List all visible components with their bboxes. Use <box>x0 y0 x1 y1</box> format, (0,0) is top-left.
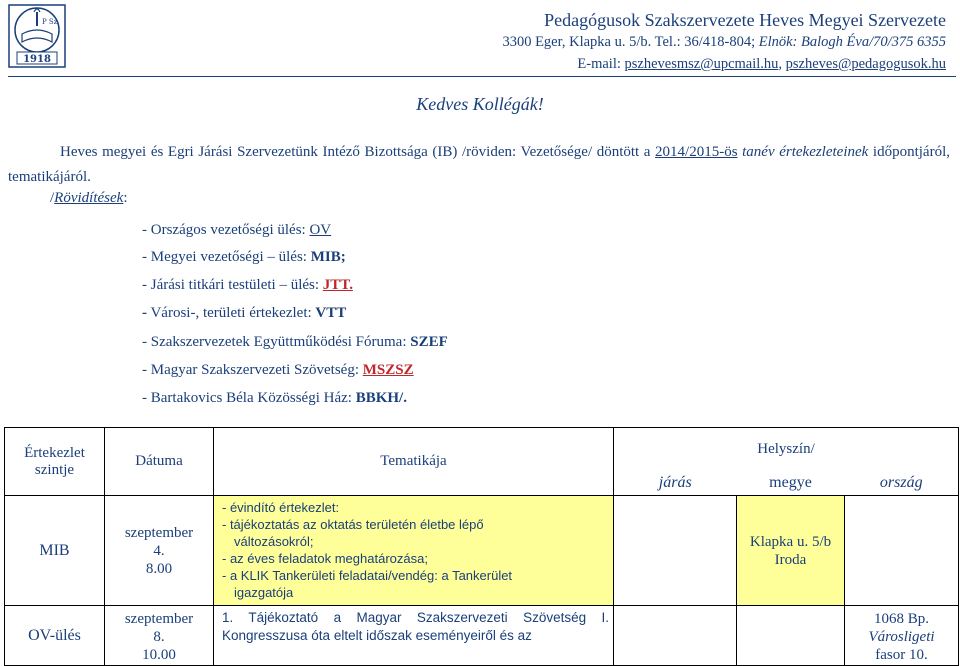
union-logo <box>8 4 66 68</box>
svg-text:1918: 1918 <box>23 54 51 65</box>
email-link-1[interactable]: pszhevesmsz@upcmail.hu <box>624 56 779 72</box>
row-level: MIB <box>5 496 105 606</box>
header-topic: Tematikája <box>214 428 614 496</box>
org-address: 3300 Eger, Klapka u. 5/b. Tel.: 36/418-804; Elnök: Balogh Éva/70/375 6355 <box>502 34 946 50</box>
header-divider <box>8 76 956 77</box>
abbr-ov: - Országos vezetőségi ülés: OV <box>142 222 332 238</box>
svg-text:P Sz: P Sz <box>42 18 58 26</box>
row-topic: 1. Tájékoztató a Magyar Szakszervezeti Szövetség I. Kongresszusa óta eltelt időszak eseményeiről és az <box>214 606 614 666</box>
greeting: Kedves Kollégák! <box>416 94 544 114</box>
abbr-mszsz: - Magyar Szakszervezeti Szövetség: MSZSZ <box>142 362 414 378</box>
abbr-vtt: - Városi-, területi értekezlet: VTT <box>142 305 347 321</box>
header-date: Dátuma <box>105 428 214 496</box>
header-orszag: ország <box>845 472 959 496</box>
abbr-jtt: - Járási titkári testületi – ülés: JTT. <box>142 277 353 293</box>
intro-paragraph: Heves megyei és Egri Járási Szervezetünk Intéző Bizottsága (IB) /röviden: Vezetősége/ döntött a 2014/2015-ös tanév értekezleteinek időpontjáról, tematikájáról. <box>8 144 950 185</box>
meeting-schedule-table <box>4 427 959 666</box>
email-link-2[interactable]: pszheves@pedagogusok.hu <box>785 56 946 72</box>
org-emails: E-mail: pszhevesmsz@upcmail.hu, pszheves@pedagogusok.hu <box>577 56 946 72</box>
abbreviations-title: /Rövidítések: <box>50 190 128 206</box>
header-jaras: járás <box>614 472 737 496</box>
abbr-szef: - Szakszervezetek Együttműködési Fóruma: SZEF <box>142 334 448 350</box>
row-topic: - évindító értekezlet: - tájékoztatás az oktatás területén életbe lépő változásokról; - az éves feladatok meghatározása; - a KLIK Tankerületi feladatai/vendég: a Tankerület igazgatója <box>214 496 614 606</box>
header-level: Értekezlet szintje <box>5 428 105 496</box>
row-location: Klapka u. 5/b Iroda <box>737 496 845 606</box>
table-row <box>5 606 959 666</box>
abbr-mib: - Megyei vezetőségi – ülés: MIB; <box>142 249 346 265</box>
row-date: szeptember 4. 8.00 <box>105 496 214 606</box>
org-name: Pedagógusok Szakszervezete Heves Megyei Szervezete <box>544 10 946 30</box>
abbr-bbkh: - Bartakovics Béla Közösségi Ház: BBKH/. <box>142 390 407 406</box>
row-location: 1068 Bp. Városligeti fasor 10. <box>845 606 959 666</box>
header-megye: megye <box>737 472 845 496</box>
row-level: OV-ülés <box>5 606 105 666</box>
row-date: szeptember 8. 10.00 <box>105 606 214 666</box>
header-location: Helyszín/ <box>614 428 959 472</box>
table-row <box>5 496 959 606</box>
